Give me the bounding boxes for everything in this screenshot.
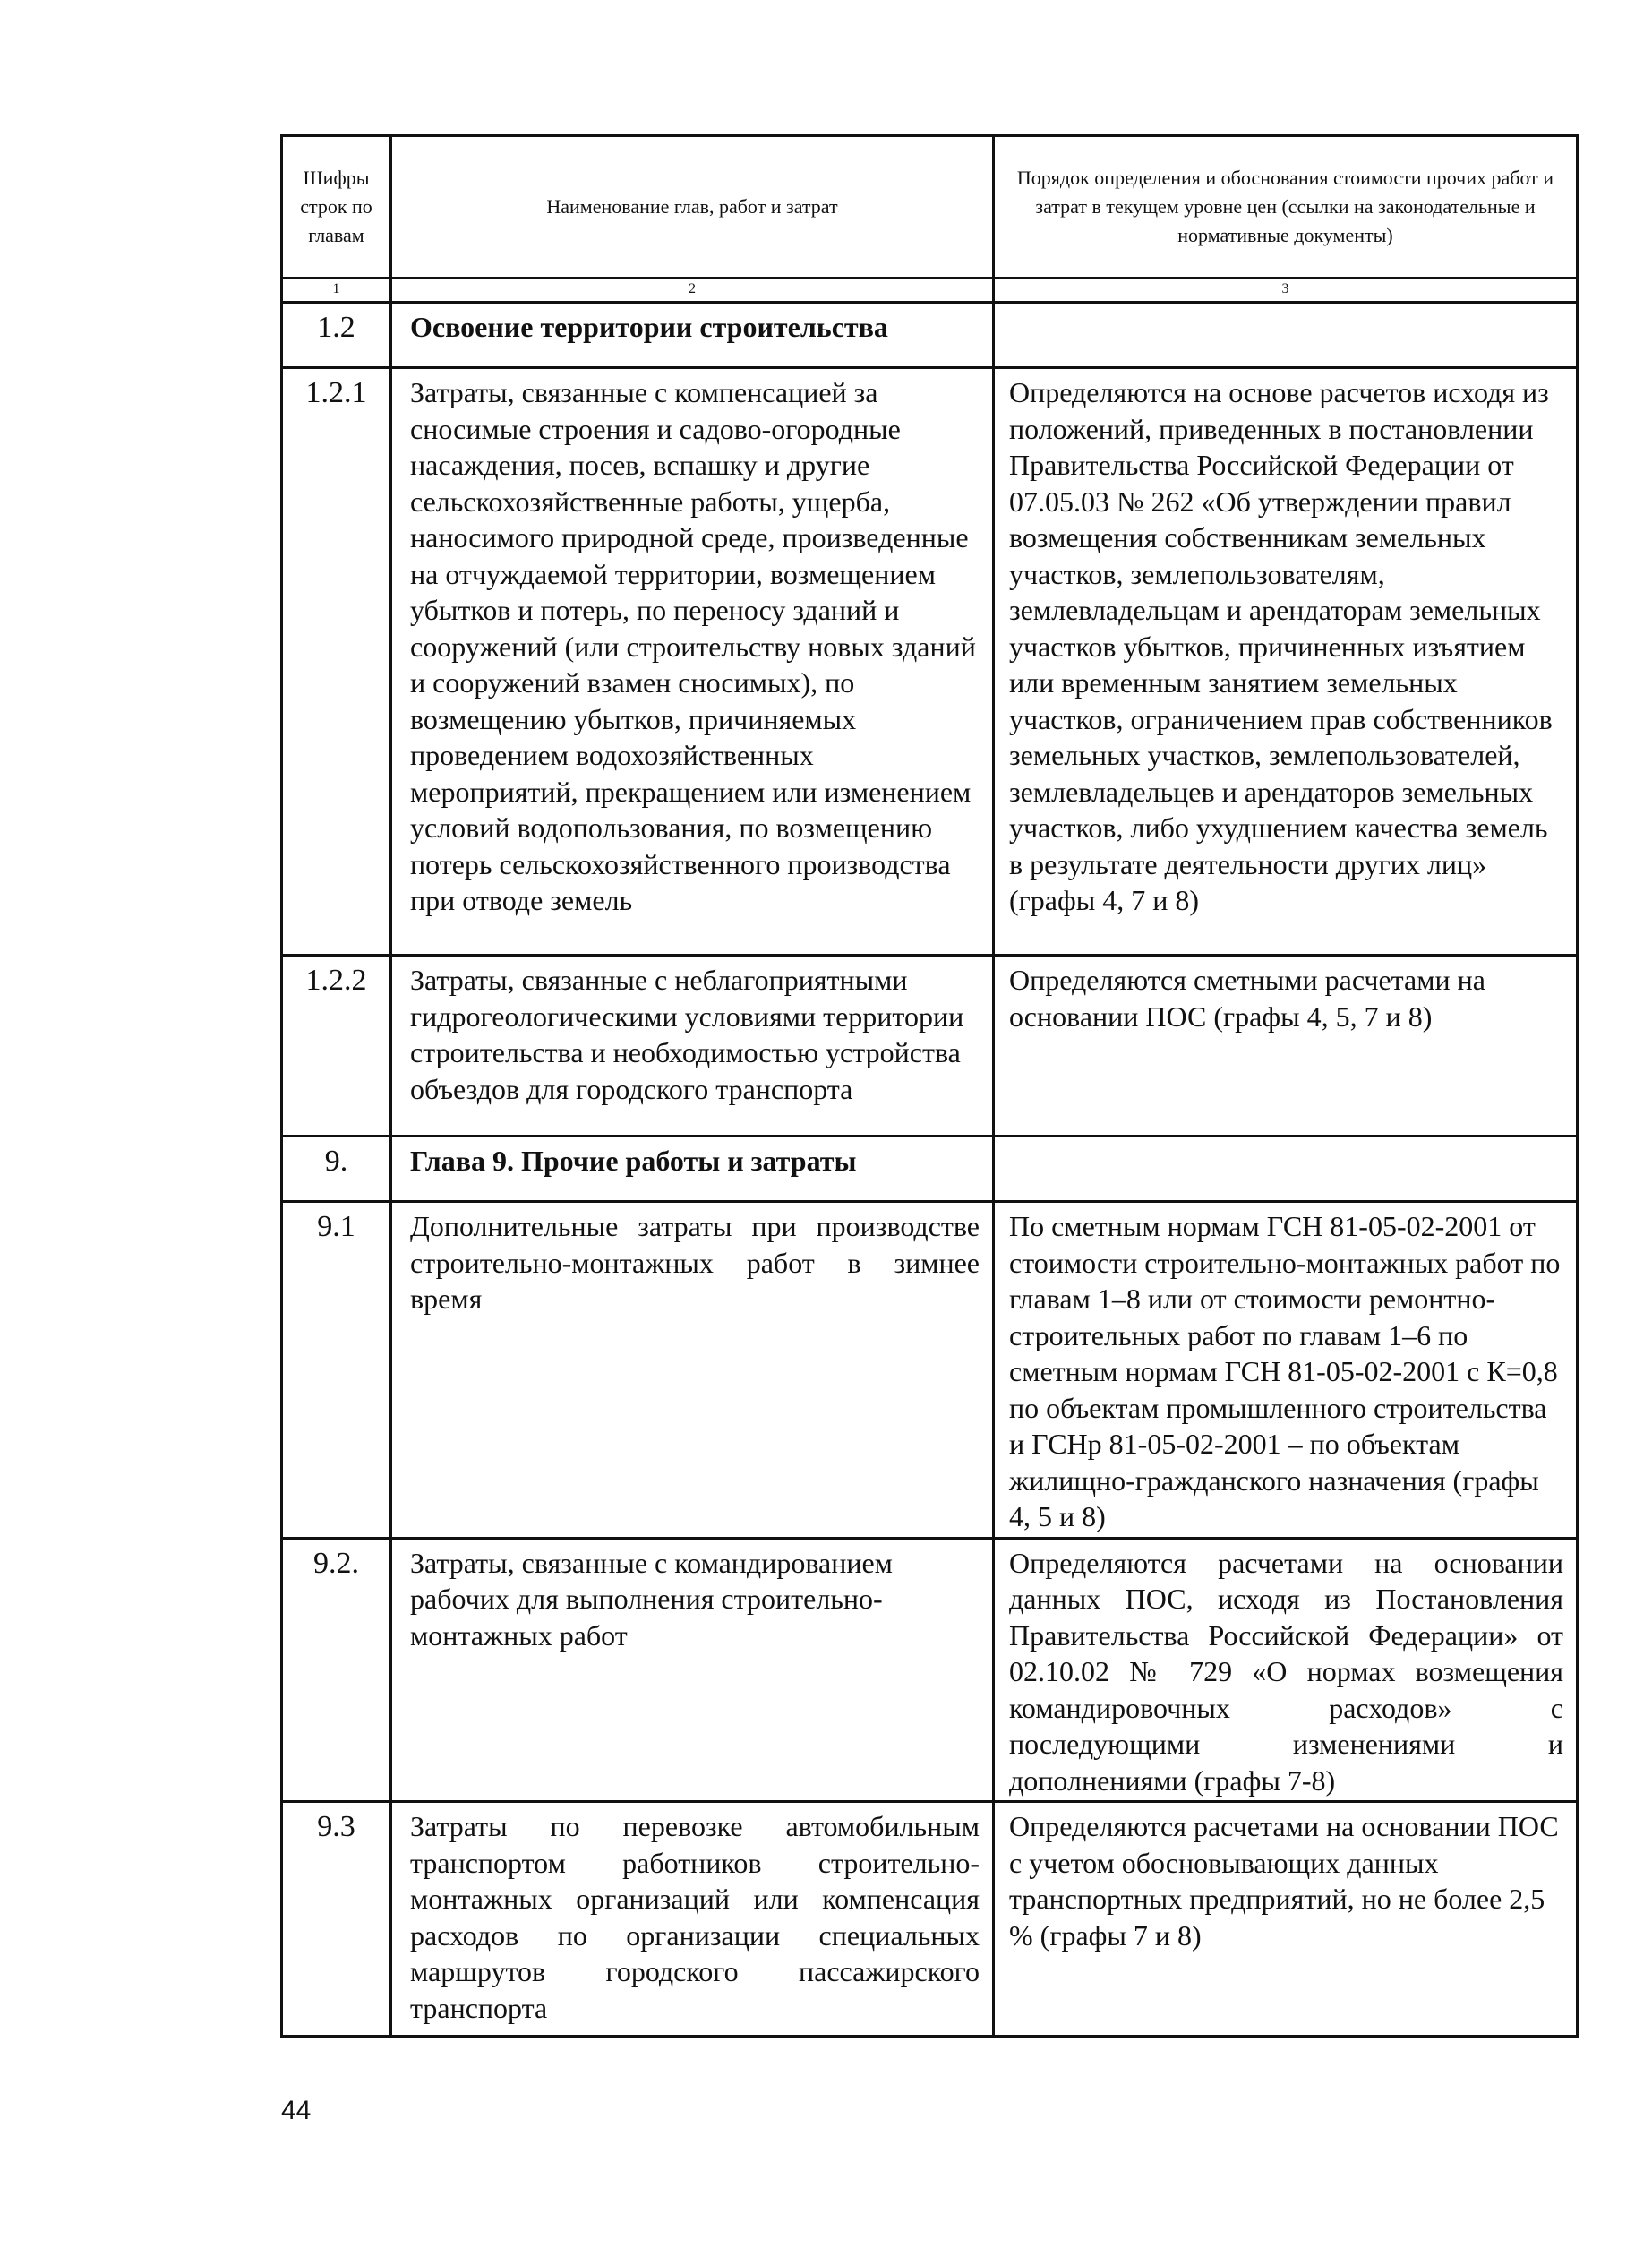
- row-reference: По сметным нормам ГСН 81-05-02-2001 от стоимости строительно-монтажных работ по главам 1–8 или от стоимости ремонтно-строительных работ по главам 1–6 по сметным нормам ГСН 81-05-02-2001 с К=0,8 по объектам промышленного строительства и ГСНр 81-05-02-2001 – по объектам жилищно-гражданского назначения (графы 4, 5 и 8): [994, 1202, 1578, 1539]
- table-row: [282, 1137, 1578, 1202]
- row-code: 9.: [282, 1137, 391, 1202]
- row-code: 1.2.2: [282, 956, 391, 1137]
- table-header-row: [282, 136, 1578, 279]
- row-code: 1.2: [282, 303, 391, 368]
- table-row: [282, 303, 1578, 368]
- row-name: Глава 9. Прочие работы и затраты: [391, 1137, 994, 1202]
- table-row: [282, 956, 1578, 1137]
- row-name: Затраты, связанные с командированием рабочих для выполнения строительно-монтажных работ: [391, 1538, 994, 1802]
- row-code: 1.2.1: [282, 368, 391, 956]
- column-number: 1: [282, 279, 391, 303]
- row-code: 9.2.: [282, 1538, 391, 1802]
- header-name: Наименование глав, работ и затрат: [391, 136, 994, 279]
- column-number: 3: [994, 279, 1578, 303]
- header-code: Шифры строк по главам: [282, 136, 391, 279]
- row-reference: Определяются сметными расчетами на основании ПОС (графы 4, 5, 7 и 8): [994, 956, 1578, 1137]
- header-reference: Порядок определения и обоснования стоимости прочих работ и затрат в текущем уровне цен (ссылки на законодательные и нормативные документы): [994, 136, 1578, 279]
- costs-table: [280, 134, 1579, 2038]
- row-name: Освоение территории строительства: [391, 303, 994, 368]
- row-name: Затраты по перевозке автомобильным транспортом работников строительно-монтажных организаций или компенсация расходов по организации специальных маршрутов городского пассажирского транспорта: [391, 1802, 994, 2037]
- row-code: 9.1: [282, 1202, 391, 1539]
- row-reference: [994, 1137, 1578, 1202]
- row-name: Затраты, связанные с компенсацией за сносимые строения и садово-огородные насаждения, посев, вспашку и другие сельскохозяйственные работы, ущерба, наносимого природной среде, произведенные на отчуждаемой территории, возмещением убытков и потерь, по переносу зданий и сооружений (или строительству новых зданий и сооружений взамен сносимых), по возмещению убытков, причиняемых проведением водохозяйственных мероприятий, прекращением или изменением условий водопользования, по возмещению потерь сельскохозяйственного производства при отводе земель: [391, 368, 994, 956]
- column-number-row: [282, 279, 1578, 303]
- row-reference: Определяются расчетами на основании данных ПОС, исходя из Постановления Правительства Российской Федерации» от 02.10.02 № 729 «О нормах возмещения командировочных расходов» с последующими изменениями и дополнениями (графы 7-8): [994, 1538, 1578, 1802]
- column-number: 2: [391, 279, 994, 303]
- row-reference: Определяются расчетами на основании ПОС с учетом обосновывающих данных транспортных предприятий, но не более 2,5 % (графы 7 и 8): [994, 1802, 1578, 2037]
- table-row: [282, 368, 1578, 956]
- table-row: [282, 1802, 1578, 2037]
- row-name: Дополнительные затраты при производстве строительно-монтажных работ в зимнее время: [391, 1202, 994, 1539]
- row-name: Затраты, связанные с неблагоприятными гидрогеологическими условиями территории строительства и необходимостью устройства объездов для городского транспорта: [391, 956, 994, 1137]
- row-code: 9.3: [282, 1802, 391, 2037]
- row-reference: [994, 303, 1578, 368]
- table-row: [282, 1202, 1578, 1539]
- table-row: [282, 1538, 1578, 1802]
- row-reference: Определяются на основе расчетов исходя из положений, приведенных в постановлении Правительства Российской Федерации от 07.05.03 № 262 «Об утверждении правил возмещения собственникам земельных участков, землепользователям, землевладельцам и арендаторам земельных участков убытков, причиненных изъятием или временным занятием земельных участков, ограничением прав собственников земельных участков, землепользователей, землевладельцев и арендаторов земельных участков, либо ухудшением качества земель в результате деятельности других лиц» (графы 4, 7 и 8): [994, 368, 1578, 956]
- page-number: 44: [281, 2096, 312, 2125]
